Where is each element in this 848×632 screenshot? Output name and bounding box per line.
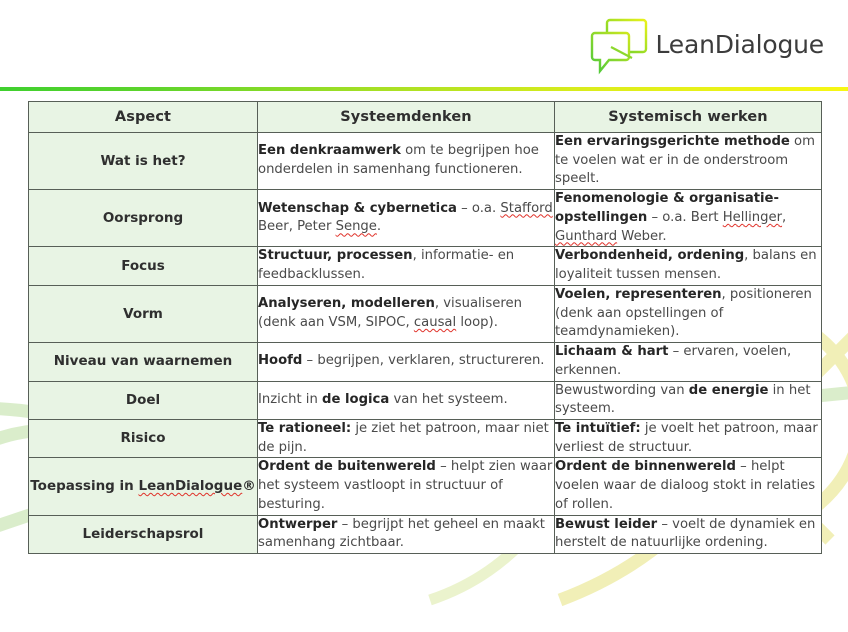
cell-systeemdenken: Een denkraamwerk om te begrijpen hoe onderdelen in samenhang functioneren.: [258, 133, 555, 190]
table-row: [29, 247, 822, 285]
cell-systemisch-werken: Ordent de binnenwereld – helpt voelen waar de dialoog stokt in relaties of rollen.: [555, 458, 822, 515]
table-row: [29, 381, 822, 419]
brand-wordmark: LeanDialogue: [655, 29, 824, 59]
gradient-divider-rule: [0, 87, 848, 91]
table-row: [29, 458, 822, 515]
cell-systemisch-werken: Bewustwording van de energie in het systeem.: [555, 381, 822, 419]
cell-systeemdenken: Structuur, processen, informatie- en feedbacklussen.: [258, 247, 555, 285]
cell-systemisch-werken: Te intuïtief: je voelt het patroon, maar verliest de structuur.: [555, 420, 822, 458]
cell-systemisch-werken: Voelen, representeren, positioneren (denk aan opstellingen of teamdynamieken).: [555, 285, 822, 342]
cell-aspect: Risico: [29, 420, 258, 458]
table-row: [29, 515, 822, 553]
table-row: [29, 420, 822, 458]
cell-aspect: Niveau van waarnemen: [29, 343, 258, 381]
column-header-systemisch-werken: Systemisch werken: [555, 102, 822, 133]
cell-systeemdenken: Te rationeel: je ziet het patroon, maar niet de pijn.: [258, 420, 555, 458]
cell-systeemdenken: Inzicht in de logica van het systeem.: [258, 381, 555, 419]
column-header-systeemdenken: Systeemdenken: [258, 102, 555, 133]
cell-aspect: Leiderschapsrol: [29, 515, 258, 553]
cell-aspect: Toepassing in LeanDialogue®: [29, 458, 258, 515]
column-header-aspect: Aspect: [29, 102, 258, 133]
cell-aspect: Oorsprong: [29, 190, 258, 247]
table-row: [29, 190, 822, 247]
cell-systeemdenken: Wetenschap & cybernetica – o.a. Stafford Beer, Peter Senge.: [258, 190, 555, 247]
cell-aspect: Wat is het?: [29, 133, 258, 190]
cell-systemisch-werken: Een ervaringsgerichte methode om te voelen wat er in de onderstroom speelt.: [555, 133, 822, 190]
cell-aspect: Focus: [29, 247, 258, 285]
table-header: [29, 102, 822, 133]
cell-systeemdenken: Ordent de buitenwereld – helpt zien waar het systeem vastloopt in structuur of besturing.: [258, 458, 555, 515]
table-body: [29, 133, 822, 554]
table-row: [29, 133, 822, 190]
table-header-row: [29, 102, 822, 133]
comparison-table-container: [28, 101, 821, 554]
table-row: [29, 285, 822, 342]
cell-aspect: Vorm: [29, 285, 258, 342]
page-header: [0, 0, 848, 88]
cell-aspect: Doel: [29, 381, 258, 419]
leandialogue-speech-bubbles-logo: [588, 14, 650, 76]
table-row: [29, 343, 822, 381]
comparison-table: [28, 101, 822, 554]
cell-systeemdenken: Analyseren, modelleren, visualiseren (denk aan VSM, SIPOC, causal loop).: [258, 285, 555, 342]
cell-systemisch-werken: Verbondenheid, ordening, balans en loyaliteit tussen mensen.: [555, 247, 822, 285]
cell-systeemdenken: Ontwerper – begrijpt het geheel en maakt samenhang zichtbaar.: [258, 515, 555, 553]
cell-systeemdenken: Hoofd – begrijpen, verklaren, structureren.: [258, 343, 555, 381]
cell-systemisch-werken: Lichaam & hart – ervaren, voelen, erkennen.: [555, 343, 822, 381]
brand-logo: [588, 14, 825, 76]
cell-systemisch-werken: Fenomenologie & organisatie-opstellingen – o.a. Bert Hellinger, Gunthard Weber.: [555, 190, 822, 247]
cell-systemisch-werken: Bewust leider – voelt de dynamiek en herstelt de natuurlijke ordening.: [555, 515, 822, 553]
